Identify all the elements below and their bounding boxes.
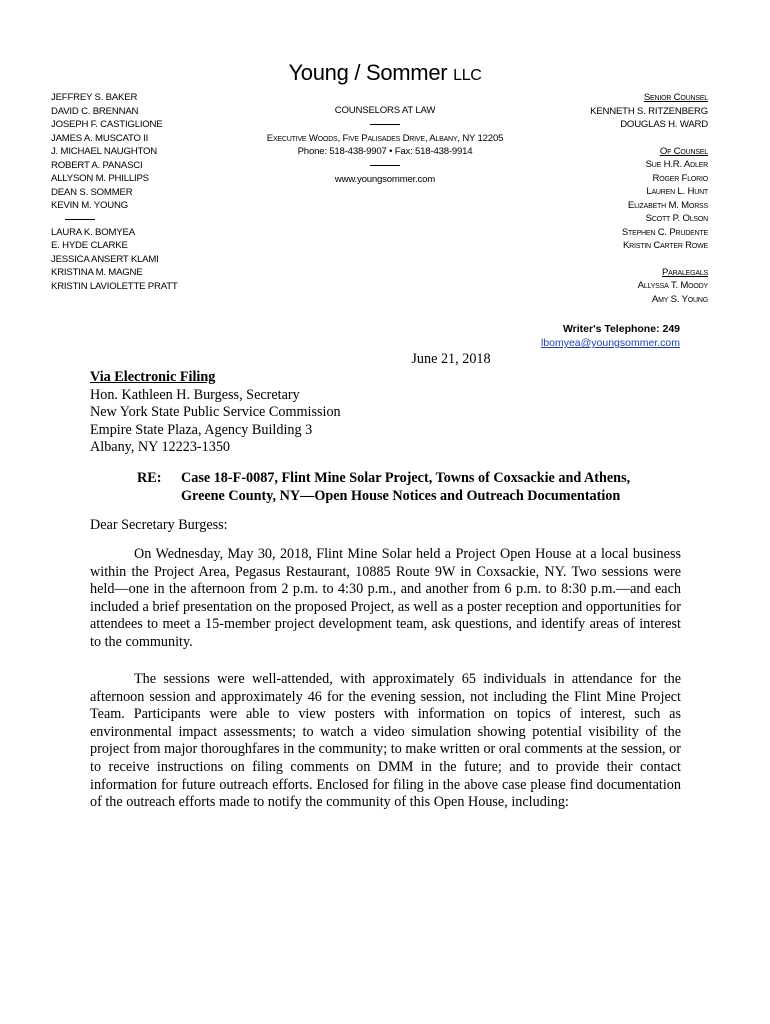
firm-name [0,60,770,86]
counsel-name: DOUGLAS H. WARD [620,119,708,130]
partner-name: JEFFREY S. BAKER [51,92,138,103]
counsel-name: Stephen C. Prudente [621,226,708,238]
divider [370,124,400,125]
paralegals-heading: Paralegals [661,266,708,278]
counselors-at-law: COUNSELORS AT LAW [334,105,436,116]
firm-phone-fax: Phone: 518-438-9907 • Fax: 518-438-9914 [297,146,473,157]
partner-name: ROBERT A. PANASCI [51,159,143,171]
firm-suffix: LLC [453,67,482,84]
counsel-name: Elizabeth M. Morss [627,199,708,211]
of-counsel-heading: Of Counsel [659,145,708,157]
partner-name: LAURA K. BOMYEA [51,226,135,238]
senior-counsel-heading: Senior Counsel [643,92,708,103]
counsel-name: Scott P. Olson [645,213,708,224]
re-line [137,470,697,505]
partner-name: DEAN S. SOMMER [51,186,133,198]
counsel-name: Kristin Carter Rowe [622,240,708,251]
writer-contact [541,322,680,350]
partner-name: KRISTIN LAVIOLETTE PRATT [51,280,178,292]
delivery-method: Via Electronic Filing [90,369,216,385]
paralegal-name: Amy S. Young [651,293,708,305]
recipient-line: New York State Public Service Commission [90,404,341,421]
salutation: Dear Secretary Burgess: [90,517,228,533]
partner-name: JOSEPH F. CASTIGLIONE [51,119,163,130]
partner-name: DAVID C. BRENNAN [51,105,139,117]
firm-website: www.youngsommer.com [334,173,436,185]
re-subject-1: Case 18-F-0087, Flint Mine Solar Project, Towns of Coxsackie and Athens, [181,470,631,486]
re-subject-2: Greene County, NY—Open House Notices and Outreach Documentation [181,487,621,504]
writer-telephone: Writer's Telephone: 249 [562,323,680,335]
letter-date: June 21, 2018 [411,351,491,367]
partner-name: ALLYSON M. PHILLIPS [51,173,149,184]
body-paragraph-2: The sessions were well-attended, with approximately 65 individuals in attendance for the afternoon session and approximately 46 for the evening session, not including the Flint Mine Project Team. Participants were able to view posters with information on topics of interest, such as environmental impact assessments; to watch a video simulation showing potential visibility of the project from major thoroughfares in the community; to make written or oral comments at the session, or to receive instructions on filing comments on DMM in the future; and to provide their contact information for future outreach efforts. Enclosed for filing in the above case please find documentation of the outreach efforts made to notify the community of this Open House, including: [90,671,681,811]
firm-address: Executive Woods, Five Palisades Drive, Albany, NY 12205 [266,132,504,144]
writer-email-link[interactable]: lbomyea@youngsommer.com [540,337,680,349]
counsel-name: Sue H.R. Adler [645,159,708,170]
recipient-line: Empire State Plaza, Agency Building 3 [90,421,313,438]
recipient-line: Albany, NY 12223-1350 [90,439,231,456]
counsel-name: Roger Florio [652,172,708,184]
partner-name: J. MICHAEL NAUGHTON [51,146,158,157]
partner-name: E. HYDE CLARKE [51,240,128,251]
recipient-address [90,369,690,457]
partner-name: JESSICA ANSERT KLAMI [51,253,159,265]
counsel-name: KENNETH S. RITZENBERG [590,105,708,117]
firm-name-text: Young / Sommer [288,60,448,85]
partner-name: JAMES A. MUSCATO II [51,132,149,144]
body-paragraph-1: On Wednesday, May 30, 2018, Flint Mine Solar held a Project Open House at a local business within the Project Area, Pegasus Restaurant, 10885 Route 9W in Coxsackie, NY. Two sessions were held—one in the afternoon from 2 p.m. to 4:30 p.m., and another from 6 p.m. to 8:30 p.m.—and each included a brief presentation on the proposed Project, as well as a poster reception and opportunities for attendees to meet a 15-member project development team, ask questions, and identify areas of interest to the community. [90,546,681,650]
re-label: RE: [137,470,162,486]
divider [65,219,95,220]
counsel-name: Lauren L. Hunt [646,186,708,197]
counsel-list [478,91,708,306]
partner-name: KEVIN M. YOUNG [51,200,128,211]
recipient-line: Hon. Kathleen H. Burgess, Secretary [90,386,300,403]
paralegal-name: Allyssa T. Moody [637,280,708,291]
divider [370,165,400,166]
partner-name: KRISTINA M. MAGNE [51,267,143,278]
